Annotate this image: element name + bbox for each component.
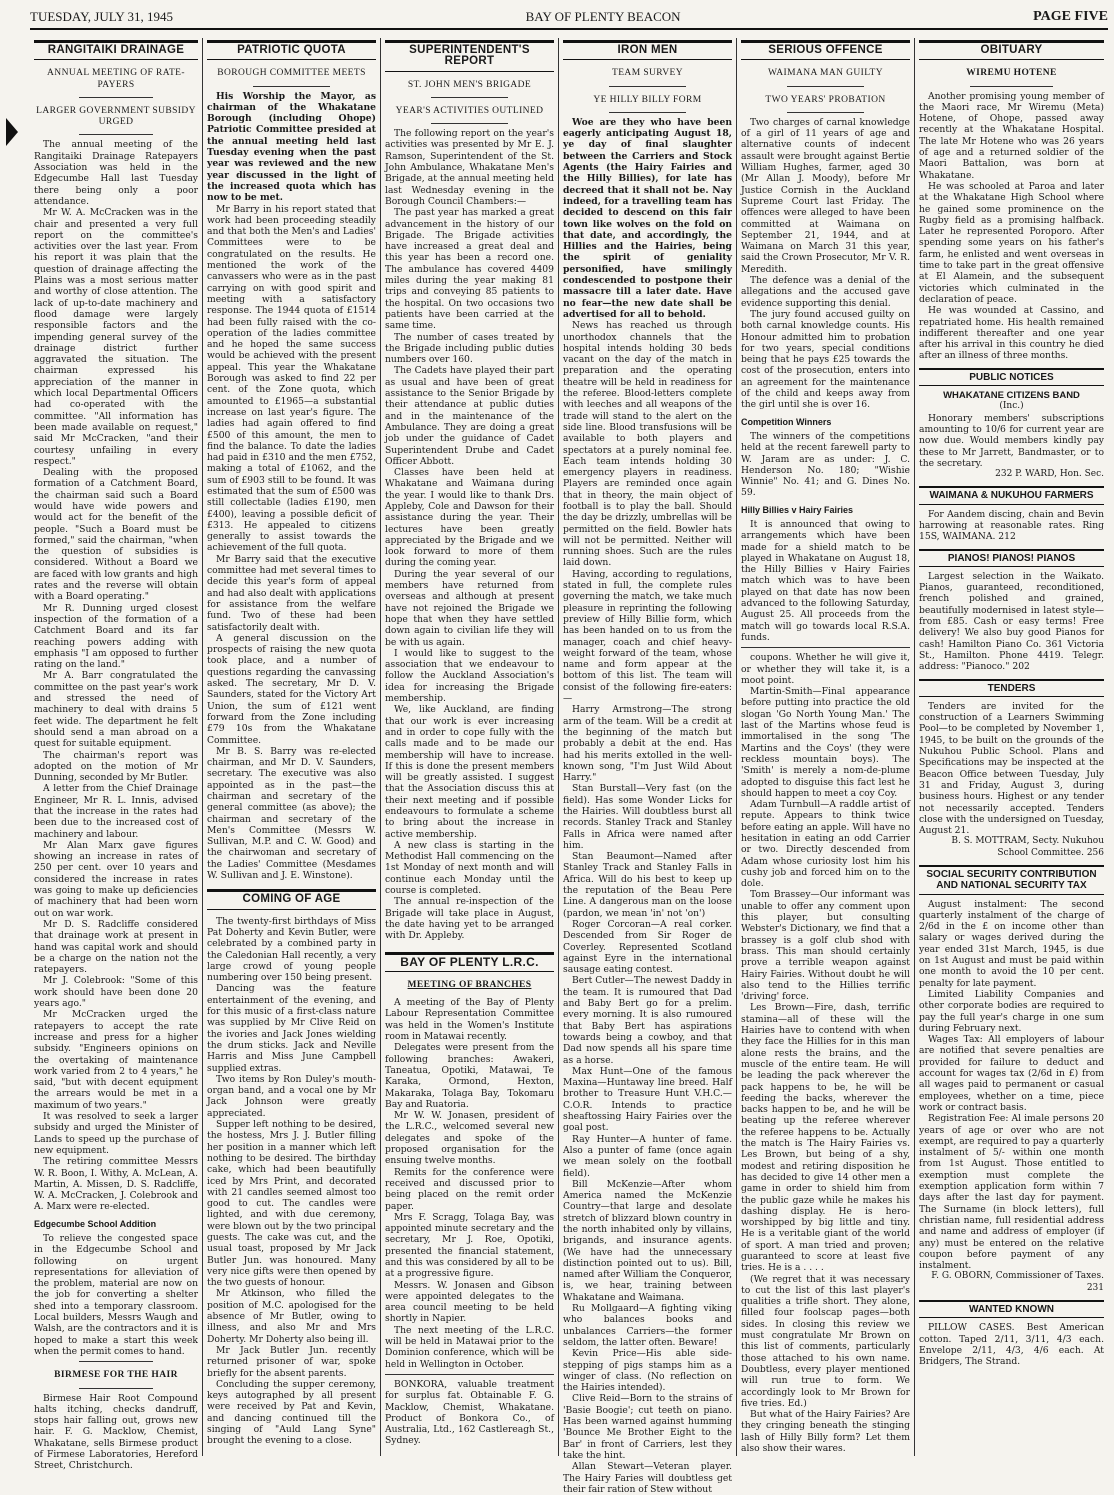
notice-heading: PIANOS! PIANOS! PIANOS [919, 549, 1104, 567]
paragraph: Mr Atkinson, who filled the position of M.C. apologised for the absence of Mr Butler, owing to illness, and also Mr and Mrs Doherty. Mr Doherty also being ill. [207, 1288, 376, 1345]
divider [385, 1374, 554, 1375]
divider [79, 1361, 153, 1362]
paragraph: Tom Brassey—Our informant was unable to offer any comment upon this player, but consulting Webster's Dictionary, we find that a brassey is a golf club shod with brass. This man should certainly prove a terrible weapon against Hairy Fairies. Without doubt he will also tend to the Hillies terrific 'driving' force. [741, 889, 910, 1003]
paragraph: Mr W. W. Jonasen, president of the L.R.C., welcomed several new delegates and spoke of the proposed organisation for the ensuing twelve months. [385, 1110, 554, 1167]
article-title: RANGITAIKI DRAINAGE [34, 40, 198, 60]
paragraph: Messrs. W. Jonasen and Gibson were appointed delegates to the area council meeting to be held shortly in Napier. [385, 1279, 554, 1325]
paragraph: The retiring committee Messrs W. R. Boon, I. Withy, A. McLean, A. Martin, A. Missen, D. S. Radcliffe, W. A. McCracken, J. Colebrook and A. Marx were re-elected. [34, 1156, 198, 1213]
notice-text: Wages Tax: All employers of labour are notified that severe penalties are provided for failure to deduct and account for wages tax (2/6d in £) from all wages paid to permanent or casual employees, whether on a time, piece work or contract basis. [919, 1034, 1104, 1113]
paragraph: But what of the Hairy Fairies? Are they cringing beneath the stinging lash of Hilly Billy form? Let them also show their wares. [741, 1409, 910, 1455]
paragraph: Another promising young member of the Maori race, Mr Wiremu (Meta) Hotene, of Ohope, passed away recently at the Whakatane Hospital. The late Mr Hotene who was 26 years of age and a returned soldier of the Maori Battalion, was born at Whakatane. [919, 90, 1104, 181]
paragraph: Mr D. S. Radcliffe considered that drainage work at present in hand was capital work and should be a charge on the nation not the ratepayers. [34, 918, 198, 976]
article-title: COMING OF AGE [207, 889, 376, 909]
article-subhead: WAIMANA MAN GUILTY [767, 68, 884, 79]
paragraph: Roger Corcoran—A real corker. Descended from Sir Roger de Coverley. Represented Scotland against Eyre in the international sausage eating contest. [563, 918, 732, 976]
lead-paragraph: His Worship the Mayor, as chairman of the Whakatane Borough (including Ohope) Patriotic Committee presided at the annual meeting held last Tuesday evening when the past year was reviewed and the new year discussed in the light of the increased quota which has now to be met. [207, 90, 376, 204]
section-heading: TENDERS [919, 679, 1104, 697]
masthead-page: PAGE FIVE [1033, 9, 1108, 24]
article-title: SERIOUS OFFENCE [741, 40, 910, 60]
article-title: OBITUARY [919, 40, 1104, 60]
paragraph: Ray Hunter—A hunter of fame. Also a punter of fame (once again we mean solely on the football field). [563, 1133, 732, 1179]
notice-text: For Aandem discing, chain and Bevin harrowing at reasonable rates. Ring 15S, WAIMANA. 212 [919, 508, 1104, 543]
masthead [30, 6, 1108, 30]
article-subhead: TEAM SURVEY [612, 68, 683, 79]
ad-text: Birmese Hair Root Compound halts itching, checks dandruff, stops hair falling out, grows new hair. F. G. Macklow, Chemist, Whakatane, sells Birmese product of Firmese Laboratories, Hereford Street, Christchurch. [34, 1392, 198, 1472]
paragraph: A general discussion on the prospects of raising the new quota took place, and a number of questions regarding the canvassing asked. The secretary, Mr D. V. Saunders, stated for the Victory Art Union, the sum of £121 went forward from the Zone including £79 10s from the Whakatane Committee. [207, 632, 376, 746]
paragraph: Mr R. Dunning urged closest inspection of the formation of a Catchment Board and its far reaching powers adding with emphasis "I am opposed to further rating on the land." [34, 602, 198, 671]
paragraph: The winners of the competitions held at the recent farewell party to W. Jaram are as under: J. C. Henderson No. 180; "Wishie Winnie" No. 41; and G. Dines No. 59. [741, 430, 910, 499]
notice-text: Limited Liability Companies and other corporate bodies are required to pay the full year's charge in one sum during February next. [919, 988, 1104, 1034]
paragraph: A meeting of the Bay of Plenty Labour Representation Committee was held in the Women's Institute room in Matawai recently. [385, 997, 554, 1043]
paragraph: The past year has marked a great advancement in the history of our Brigade. The Brigade activities have increased a great deal and this year has been a record one. The ambulance has covered 4409 miles during the year making 81 trips and conveying 85 patients to the hospital. On two occasions two patients have been carried at the same time. [385, 207, 554, 332]
article-title: PATRIOTIC QUOTA [207, 40, 376, 60]
paragraph: Mr W. A. McCracken was in the chair and presented a very full report on the committee's activities over the last year. From his report it was plain that the question of drainage affecting the Plains was a most serious matter and worthy of close attention. The lack of up-to-date machinery and flood damage were largely responsible factors and the impending general survey of the drainage district further aggravated the situation. The chairman expressed his appreciation of the manner in which local Departmental Officers had co-operated with the committee. "All information has been made available on request," said Mr McCracken, "and their courtesy unfailing in every respect." [34, 207, 198, 467]
paragraph: We, like Auckland, are finding that our work is ever increasing and in order to cope fully with the calls made and to be made our membership will have to increase. If this is done the present members will be greatly assisted. I suggest that the Association discuss this at their next meeting and if possible endeavours to formulate a scheme to bring about the increase in active membership. [385, 704, 554, 840]
paragraph: The Cadets have played their part as usual and have been of great assistance to the Senior Brigade by their attendance at public duties and in the maintenance of the Ambulance. They are doing a great job under the guidance of Cadet Superintendent Drube and Cadet Officer Abbott. [385, 365, 554, 467]
divider [970, 86, 1053, 87]
paragraph: Two items by Ron Duley's mouth-organ band, and a vocal one by Mr Jack Johnson were greatly appreciated. [207, 1073, 376, 1119]
paragraph: Mr McCracken urged the ratepayers to accept the rate increase and press for a higher subsidy. "Engineers opinions on the overtaking of maintenance work varied from 2 to 4 years," he said, "but with decent equipment the arrears would be met in a maximum of two years." [34, 1009, 198, 1111]
notice-text: August instalment: The second quarterly instalment of the charge of 2/6d in the £ on income other than salary or wages derived during the year ended 31st March, 1945, is due on 1st August and must be paid within one month to avoid the 10 per cent. penalty for late payment. [919, 898, 1104, 989]
column-obituary-notices [914, 38, 1108, 1456]
divider [787, 86, 863, 87]
paragraph: He was schooled at Paroa and later at the Whakatane High School where he gained some prominence on the Rugby field as a promising halfback. Later he represented Poroporo. After spending some years on his father's farm, he enlisted and went overseas in time to take part in the great offensive at El Alamein, and the subsequent victories which culminated in the declaration of peace. [919, 180, 1104, 305]
paragraph: The defence was a denial of the allegations and the accused gave evidence supporting this denial. [741, 275, 910, 309]
paragraph: Remits for the conference were received and discussed prior to being placed on the remit order paper. [385, 1166, 554, 1212]
paragraph: News has reached us through unorthodox channels that the hospital intends holding 30 beds vacant on the day of the match in preparation and the operating theatre will be held in readiness for the referee. Blood-letters complete with leeches and all weapons of the trade will stand to the alert on the side line. Blood transfusions will be available to both players and spectators at a purely nominal fee. Each team intends holding 30 emergency players in readiness. Players are reminded once again that in theory, the main object of football is to play the ball. Should the day be drizzly, umbrellas will be permitted on the field. Bowler hats will not be permitted. Neither will running shoes. Such are the rules laid down. [563, 320, 732, 569]
paragraph: Classes have been held at Whakatane and Waimana during the year. I would like to thank Drs. Appleby, Cole and Dawson for their assistance during the year. Their lectures have been greatly appreciated by the Brigade and we look forward to more of them during the coming year. [385, 467, 554, 569]
article-subhead: MEETING OF BRANCHES [407, 979, 532, 990]
divider [431, 97, 507, 98]
paragraph: During the year several of our members have returned from overseas and although at present have not rejoined the Brigade we hope that when they have settled down again to civilian life they will be with us again. [385, 568, 554, 648]
paragraph: The annual re-inspection of the Brigade will take place in August, the date having yet to be arranged with Dr. Appleby. [385, 896, 554, 942]
margin-marker [6, 118, 18, 146]
notice-signature: F. G. OBORN, Commissioner of Taxes. 231 [931, 1271, 1104, 1293]
article-subhead: YEAR'S ACTIVITIES OUTLINED [395, 105, 544, 116]
masthead-paper: BAY OF PLENTY BEACON [525, 9, 681, 24]
divider [741, 647, 910, 648]
column-iron-men [558, 38, 736, 1495]
column-patriotic [202, 38, 380, 1456]
article-subhead: ST. JOHN MEN'S BRIGADE [407, 79, 532, 90]
paragraph: The number of cases treated by the Brigade including public duties numbers over 160. [385, 331, 554, 366]
paragraph: Mr Alan Marx gave figures showing an increase in rates of 250 per cent. over 10 years and considered the increase in rates was going to make up deficiencies of machinery that had been worn out on war work. [34, 839, 198, 919]
paragraph: I would like to suggest to the association that we endeavour to follow the Auckland Association's idea for increasing the Brigade membership. [385, 647, 554, 705]
paragraph: The following report on the year's activities was presented by Mr E. J. Ramson, Superintendent of the St. John Ambulance, Whakatane Men's Brigade, at the annual meeting held last Wednesday evening in the Borough Council Chambers:— [385, 128, 554, 207]
article-title: SUPERINTENDENT'S REPORT [385, 40, 554, 72]
paragraph: To relieve the congested space in the Edgecumbe School and following on urgent representations for alleviation of the problem, material are now on the job for converting a shelter shed into a temporary classroom. Local builders, Messrs Waugh and Walsh, are the contractors and it is hoped to make a start this week when the permit comes to hand. [34, 1232, 198, 1357]
paragraph: Stan Burstall—Very fast (on the field). Has some Wonder Licks for the Hairies. Will doubtless burst all records. Stanley Track and Stanley Falls in Africa were named after him. [563, 783, 732, 851]
article-subhead: YE HILLY BILLY FORM [593, 94, 702, 105]
paragraph: A letter from the Chief Drainage Engineer, Mr R. L. Innis, advised that the increase in the rates had been due to the increased cost of machinery and labour. [34, 783, 198, 840]
paragraph: Mrs F. Scragg, Tolaga Bay, was appointed minute secretary and the secretary, Mr J. Roe, Opotiki, presented the financial statement, and this was considered by all to be at a progressive figure. [385, 1211, 554, 1280]
divider [79, 1388, 153, 1389]
paragraph: It was resolved to seek a larger subsidy and urged the Minister of Lands to speed up the purchase of new equipment. [34, 1111, 198, 1156]
paragraph: Supper left nothing to be desired, the hostess, Mrs J. J. Butler filling her position in a manner which left nothing to be desired. The birthday cake, which had been beautifully iced by Mrs Print, and decorated with 21 candles seemed almost too good to cut. The candles were lighted, and with due ceremony, were blown out by the two principal guests. The cake was cut, and the usual toast, proposed by Mr Jack Butler Jun. was honoured. Many very nice gifts were then opened by the two guests of honour. [207, 1119, 376, 1289]
section-heading: WANTED KNOWN [919, 1300, 1104, 1318]
ad-heading: BIRMESE FOR THE HAIR [54, 1370, 178, 1381]
divider [609, 86, 685, 87]
section-heading: PUBLIC NOTICES [919, 368, 1104, 386]
article-subhead: LARGER GOVERNMENT SUBSIDY URGED [36, 105, 196, 128]
paragraph: The next meeting of the L.R.C. will be held in Matawai prior to the Dominion conference, which will be held in Wellington in October. [385, 1324, 554, 1370]
lead-paragraph: Woe are they who have been eagerly anticipating August 18, ye day of final slaughter between the Carriers and Stock Agents (the Hairy Fairies and the Hilly Billies), for late has decreed that it shall not be. Nay indeed, for a travelling team has decided to descend on this fair town like wolves on the fold on that date, and accordingly, the Hillies and the Hairies, being the spirit of geniality personified, have smilingly condescended to postpone their massacre till a later date. Have no fear—the new date shall be advertised for all to behold. [563, 116, 732, 320]
paragraph: Mr Barry said that the executive committee had met several times to decide this year's form of appeal and had also dealt with applications for assistance from the welfare fund. Two of these had been satisfactorily dealt with. [207, 553, 376, 633]
notice-signature: B. S. MOTTRAM, Secty. Nukuhou School Committee. 256 [951, 836, 1104, 858]
paragraph: Allan Stewart—Veteran player. The Hairy Faries will doubtless get their fair ration of Stew without [563, 1461, 732, 1495]
notice-heading: WHAKATANE CITIZENS BAND [943, 390, 1080, 402]
section-heading: SOCIAL SECURITY CONTRIBUTION AND NATIONAL SECURITY TAX [919, 865, 1104, 895]
article-subhead: ANNUAL MEETING OF RATE-PAYERS [47, 68, 185, 90]
ad-text: BONKORA, valuable treatment for surplus fat. Obtainable F. G. Macklow, Chemist, Whakatane. Product of Bonkora Co., of Australia, Ltd., 162 Castlereagh St., Sydney. [385, 1378, 554, 1447]
column-superintendent [380, 38, 558, 1456]
paragraph: Clive Reid—Born to the strains of 'Basie Boogie'; cut teeth on piano. Has been warned against humming 'Bounce Me Brother Eight to the Bar' in front of Carriers, lest they take the hint. [563, 1393, 732, 1461]
paragraph: Kevin Price—His able side-stepping of pigs stamps him as a winger of class. (No reflection on the Hairies intended). [563, 1348, 732, 1394]
article-subhead: WIREMU HOTENE [966, 68, 1057, 79]
notice-text: PILLOW CASES. Best American cotton. Taped 2/11, 3/11, 4/3 each. Envelope 2/11, 4/3, 4/6 each. At Bridgers, The Strand. [919, 1322, 1104, 1368]
paragraph: The jury found accused guilty on both carnal knowledge counts. His Honour admitted him to probation for two years, special conditions being that he pays £25 towards the cost of the prosecution, enters into an agreement for the maintenance of the child and keeps away from the girl until she is over 16. [741, 308, 910, 411]
divider [79, 134, 153, 135]
paragraph: Martin-Smith—Final appearance before putting into practice the old slogan 'Go North Young Man.' The last of the Martins whose feud is immortalised in the song 'The Martins and the Coys' (they were reckless mountain boys). The 'Smith' is merely a nom-de-plume adopted to disguise this fact lest he should happen to meet a coy Coy. [741, 686, 910, 799]
section-subhead: Edgecumbe School Addition [34, 1218, 157, 1229]
column-rangitaiki [30, 38, 202, 1472]
paragraph: Adam Turnbull—A raddle artist of repute. Appears to think twice before eating an apple. Will have no hesitation in eating an odd Carrier or two. Directly descended from Adam whose curiosity lost him his cushy job and forced him on to the dole. [741, 799, 910, 890]
notice-text: Tenders are invited for the construction of a Learners Swimming Pool—to be completed by November 1, 1945, to be built on the grounds of the Nukuhou Public School. Plans and Specifications may be inspected at the Beacon Office between Tuesday, July 31 and Friday, August 3, during business hours. Highest or any tender not necessarily accepted. Tenders close with the undersigned on Tuesday, August 21. [919, 700, 1104, 837]
paragraph: Dealing with the proposed formation of a Catchment Board, the chairman said such a Board would have wide powers and would act for the benefit of the people. "Such a Board must be formed," said the chairman, "when the question of subsidies is considered. Without a Board we are faced with low grants and high rates and the reverse will obtain with a Board operating." [34, 467, 198, 603]
notice-signature: 232 P. WARD, Hon. Sec. [995, 469, 1104, 480]
paragraph: Stan Beaumont—Named after Stanley Track and Stanley Falls in Africa. Will do his best to keep up the reputation of the Beau Pere Line. A dangerous man on the loose (pardon, we mean 'in' not 'on') [563, 851, 732, 919]
divider [431, 123, 507, 124]
notice-heading: WAIMANA & NUKUHOU FARMERS [919, 486, 1104, 504]
paragraph: A new class is starting in the Methodist Hall commencing on the 1st Monday of next month and will continue each Monday until the course is completed. [385, 839, 554, 897]
paragraph: Mr Barry in his report stated that work had been proceeding steadily and that both the Men's and Ladies' Committees were to be congratulated on the results. He mentioned the work of the canvassers who were as in the past carrying on with good spirit and meeting with a satisfactory response. The 1944 quota of £1514 had been fully raised with the co-operation of the ladies committee and he hoped the same success would be achieved with the present appeal. This year the Whakatane Borough was asked to find 22 per cent. of the Zone quota, which amounted to £1965—a substantial increase on last year's figure. The ladies had again offered to find £500 of this amount, the men to find the balance. To date the ladies had paid in £310 and the men £752, making a total of £1062, and the sum of £903 still to be found. It was estimated that the sum of £500 was still collectable (ladies £190, men £400), leaving a possible deficit of £313. He appealed to citizens generally to assist towards the achievement of the full quota. [207, 203, 376, 554]
paragraph: The chairman's report was adopted on the motion of Mr Dunning, seconded by Mr Butler. [34, 749, 198, 784]
notice-text: Honorary members' subscriptions amounting to 10/6 for current year are now due. Would members kindly pay these to Mr Jarrett, Bandmaster, or to the secretary. [919, 412, 1104, 469]
masthead-date: TUESDAY, JULY 31, 1945 [30, 9, 174, 24]
divider [253, 86, 329, 87]
article-subhead: BOROUGH COMMITTEE MEETS [217, 68, 366, 79]
divider [787, 112, 863, 113]
article-title: IRON MEN [563, 40, 732, 60]
paragraph: The annual meeting of the Rangitaiki Drainage Ratepayers Association was held in the Edgecumbe Hall last Tuesday there being only a poor attendance. [34, 139, 198, 207]
paragraph: (We regret that it was necessary to cut the list of this last player's qualities a trifle short. They alone, filled four foolscap pages—both sides. In closing this review we must congratulate Mr Brown on this list of comments, particularly those attached to his own name. Doubtless, every player mentioned will run true to form. We accordingly look to Mr Brown for five tries. Ed.) [741, 1273, 910, 1409]
paragraph: coupons. Whether he will give it, or whether they will take it, is a moot point. [741, 652, 910, 686]
notice-subheading: (Inc.) [999, 401, 1024, 412]
paragraph: It is announced that owing to arrangements which have been made for a shield match to be played in Whakatane on August 18, the Hilly Billies v Hairy Fairies match which was to have been played on that date has now been advanced to the following Saturday, August 25. All proceeds from the match will go towards local R.S.A. funds. [741, 518, 910, 643]
column-serious-offence [736, 38, 914, 1456]
paragraph: Mr B. S. Barry was re-elected chairman, and Mr D. V. Saunders, secretary. The executive was also appointed as in the past—the chairman and secretary of the general committee (as above); the chairman and secretary of the Men's Committee (Messrs W. Sullivan, M.P. and C. W. Good) and the chairwoman and secretary of the Ladies' Committee (Mesdames W. Sullivan and J. E. Winstone). [207, 745, 376, 882]
paragraph: Bert Cutler—The newest Daddy in the team. It is rumoured that Dad and Baby Bert go for a prelim. every morning. It is also rumoured that Baby Bert has aspirations towards being a cowboy, and that Dad now spends all his spare time as a horse. [563, 975, 732, 1066]
paragraph: Two charges of carnal knowledge of a girl of 11 years of age and alternative counts of indecent assault were brought against Bertie William Hughes, farmer, aged 30 (Mr Allan J. Moody), before Mr Justice Cornish in the Auckland Supreme Court last Friday. The offences were alleged to have been committed at Waimana on September 21, 1944, and at Waimana on March 31 this year, said the Crown Prosecutor, Mr V. R. Meredith. [741, 116, 910, 275]
paragraph: Max Hunt—One of the famous Maxina—Huntaway line breed. Half brother to Treasure Hunt V.H.C.—C.O.R. Intends to practice sheaftossing Hairy Fairies over the goal post. [563, 1065, 732, 1134]
notice-text: Largest selection in the Waikato. Pianos, guaranteed, reconditioned, french polished and grained, beautifully modernised in latest style—from £85. Cash or easy terms! Free delivery! We also buy good Pianos for cash! Hamilton Piano Co. 361 Victoria St., Hamilton. Phone 4419. Telegr. address: "Pianoco." 202 [919, 570, 1104, 673]
section-subhead: Hilly Billies v Hairy Fairies [741, 504, 854, 515]
paragraph: Ru Mollgaard—A fighting viking who balances books and unbalances Carriers—the former seldom, the latter often. Beware! [563, 1303, 732, 1348]
paragraph: The twenty-first birthdays of Miss Pat Doherty and Kevin Butler, were celebrated by a combined party in the Caledonian Hall recently, a very large crowd of young people numbering over 150 being present. [207, 915, 376, 984]
paragraph: Mr A. Barr congratulated the committee on the past year's work and stressed the need of machinery to deal with drains 5 feet wide. The department he felt should send a man abroad on a quest for suitable equipment. [34, 670, 198, 750]
article-title: BAY OF PLENTY L.R.C. [385, 952, 554, 972]
divider [609, 112, 685, 113]
notice-text: Registration Fee: Al imale persons 20 years of age or over who are not exempt, are required to pay a quarterly instalment of 5/- within one month from 1st August. Those entitled to exemption must complete the exemption application form within 7 days after the last day for payment. The Surname (in block letters), full christian name, full residential address and name and address of employer (if any) must be entered on the relative coupon before payment of any instalment. [919, 1113, 1104, 1272]
paragraph: Concluding the supper ceremony, keys autographed by all present were received by Pat and Kevin, and dancing continued till the singing of "Auld Lang Syne" brought the evening to a close. [207, 1378, 376, 1447]
columns [30, 38, 1108, 1495]
article-subhead: TWO YEARS' PROBATION [765, 94, 886, 105]
paragraph: Delegates were present from the following branches: Awakeri, Taneatua, Opotiki, Matawai, Te Karaka, Ormond, Hexton, Makaraka, Tolaga Bay, Tokomaru Bay and Ruatoria. [385, 1042, 554, 1110]
paragraph: He was wounded at Cassino, and repatriated home. His health remained indifferent thereafter and one year after his arrival in this country he died after an illness of three months. [919, 305, 1104, 362]
paragraph: Les Brown—Fire, dash, terrific stamina—all of these will the Hairies have to contend with when they face the Hillies for in this man alone rests the brains, and the muscle of the entire team. He will be leading the pack wherever the pack happens to be, he will be feeding the backs, wherever the backs happen to be, and he will be beating up the referee wherever the referee happens to be. Actually the match is The Hairy Fairies vs. Les Brown, but being of a shy, modest and retiring disposition he has decided to give 14 other men a game in order to shield him from the public gaze while he makes his dashing display. He is hero-worshipped by big little and tiny. He is a veritable giant of the world of sport. A man tried and proven; guaranteed to score at least five tries. He is a . . . . [741, 1002, 910, 1274]
section-subhead: Competition Winners [741, 416, 832, 427]
paragraph: Having, according to regulations, stated in full, the complete rules governing the match, we take much pleasure in reprinting the following preview of Hilly Billie form, which has been handed on to us from the manager, coach and chief heavy-weight forward of the team, whose name and form appear at the bottom of this list. The team will consist of the following fire-eaters:— [563, 568, 732, 705]
paragraph: Bill McKenzie—After whom America named the McKenzie Country—that large and desolate stretch of blizzard blown country in the north inhabited only by villains, brigands, and insurance agents. (We have had the unnecessary distinction pointed out to us). Bill, named after William the Conqueror, is, we hear, training between Whakatane and Waimana. [563, 1178, 732, 1303]
article-body [34, 139, 198, 1212]
divider [79, 97, 153, 98]
paragraph: Dancing was the feature entertainment of the evening, and for this music of a first-class nature was supplied by Mr Clive Reid on the ivories and Jack Jones wielding the drum sticks. Jack and Neville Harris and Miss June Campbell supplied extras. [207, 983, 376, 1074]
paragraph: Mr Jack Butler Jun. recently returned prisoner of war, spoke briefly for the absent parents. [207, 1344, 376, 1379]
paragraph: Mr J. Colebrook: "Some of this work should have been done 20 years ago." [34, 975, 198, 1010]
paragraph: Harry Armstrong—The strong arm of the team. Will be a credit at the beginning of the match but probably a debit at the end. Has had his merits extolled in the well-known song, "I'm Just Wild About Harry." [563, 704, 732, 784]
